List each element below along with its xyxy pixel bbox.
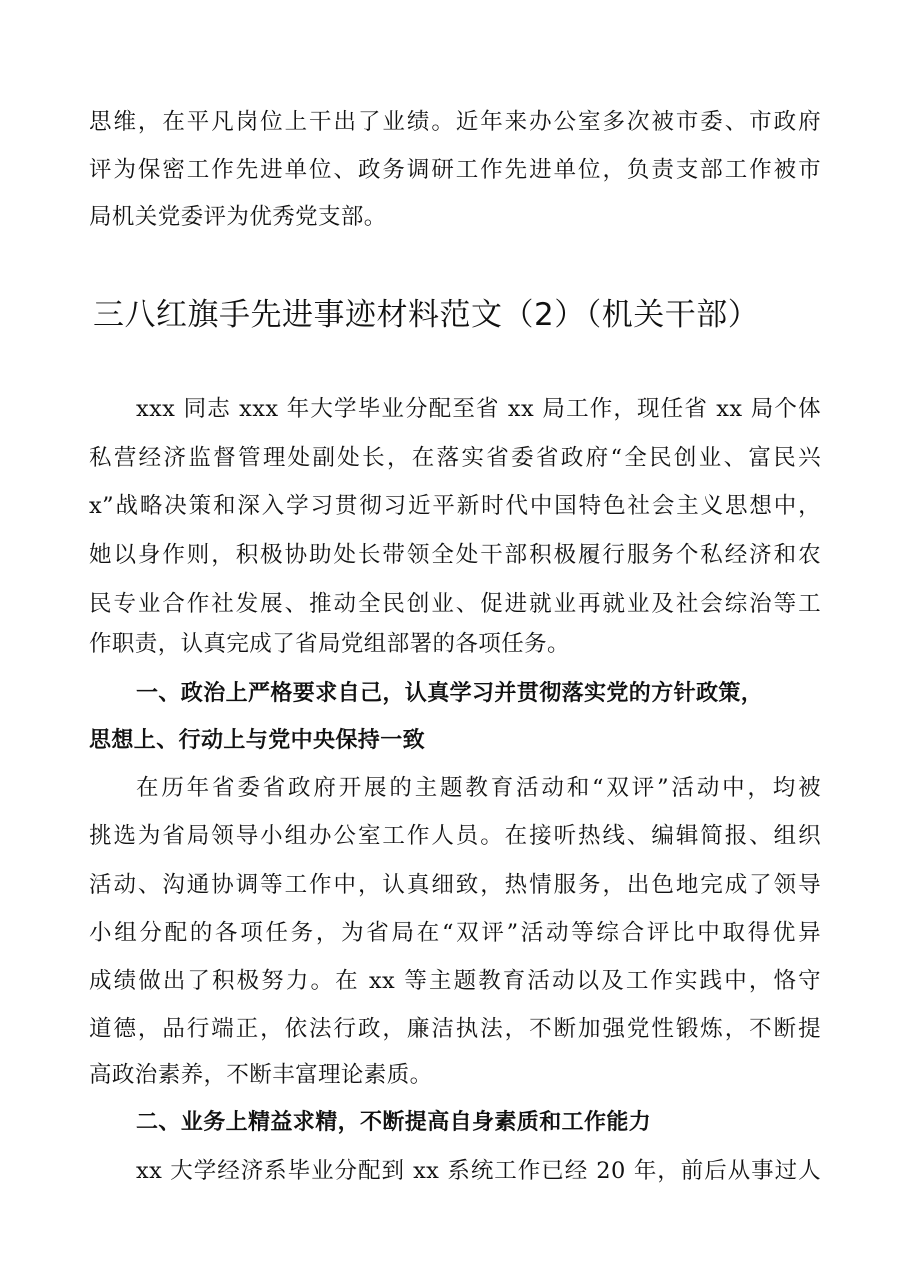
paragraph-line: 她以身作则，积极协助处长带领全处干部积极履行服务个私经济和农 [89, 542, 821, 568]
section-heading: 一、政治上严格要求自己，认真学习并贯彻落实党的方针政策， [136, 681, 764, 706]
paragraph-line: 民专业合作社发展、推动全民创业、促进就业再就业及社会综治等工 [89, 591, 821, 617]
paragraph-line: 活动、沟通协调等工作中，认真细致，热情服务，出色地完成了领导 [89, 872, 821, 898]
paragraph-line: 思维，在平凡岗位上干出了业绩。近年来办公室多次被市委、市政府 [89, 109, 821, 135]
paragraph-line: 作职责，认真完成了省局党组部署的各项任务。 [89, 631, 570, 657]
paragraph-line: xx 大学经济系毕业分配到 xx 系统工作已经 20 年，前后从事过人 [136, 1158, 821, 1184]
paragraph-line: 评为保密工作先进单位、政务调研工作先进单位，负责支部工作被市 [89, 157, 821, 183]
paragraph-line: 在历年省委省政府开展的主题教育活动和“双评”活动中，均被 [136, 775, 821, 801]
document-title: 三八红旗手先进事迹材料范文（2）（机关干部） [93, 297, 760, 333]
paragraph-line: 局机关党委评为优秀党支部。 [89, 204, 387, 230]
section-heading: 二、业务上精益求精，不断提高自身素质和工作能力 [136, 1110, 652, 1135]
paragraph-line: 高政治素养，不断丰富理论素质。 [89, 1062, 433, 1088]
paragraph-line: 私营经济监督管理处副处长，在落实省委省政府“全民创业、富民兴 [89, 445, 821, 471]
paragraph-line: 道德，品行端正，依法行政，廉洁执法，不断加强党性锻炼，不断提 [89, 1016, 821, 1042]
paragraph-line: xxx 同志 xxx 年大学毕业分配至省 xx 局工作，现任省 xx 局个体 [136, 396, 821, 422]
paragraph-line: 小组分配的各项任务，为省局在“双评”活动等综合评比中取得优异 [89, 920, 821, 946]
section-heading: 思想上、行动上与党中央保持一致 [89, 728, 426, 753]
paragraph-line: 成绩做出了积极努力。在 xx 等主题教育活动以及工作实践中，恪守 [89, 968, 821, 994]
paragraph-line: 挑选为省局领导小组办公室工作人员。在接听热线、编辑简报、组织 [89, 823, 821, 849]
paragraph-line: x”战略决策和深入学习贯彻习近平新时代中国特色社会主义思想中， [89, 493, 821, 519]
